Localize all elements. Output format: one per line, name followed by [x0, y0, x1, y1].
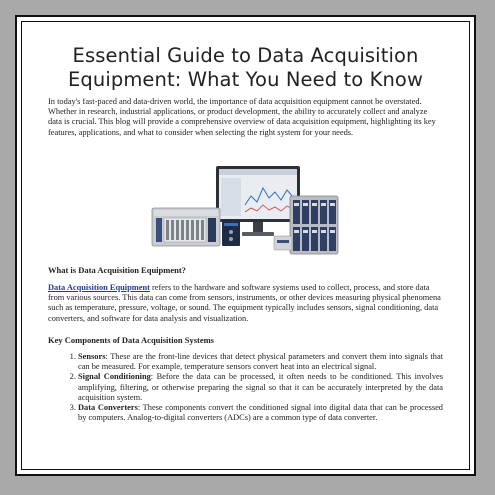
list-item — [78, 403, 443, 423]
component-name: Sensors — [78, 352, 106, 361]
section-heading-components: Key Components of Data Acquisition Systems — [48, 335, 214, 345]
component-text: : These components convert the conditioned signal into digital data that can be processed by computers. Analog-to-digital converters (ADCs) are a common type of data converter. — [78, 403, 443, 423]
section-heading-what-is: What is Data Acquisition Equipment? — [48, 265, 186, 275]
components-list — [48, 352, 443, 423]
article-title — [48, 44, 443, 92]
title-line-1: Essential Guide to Data Acquisition — [72, 44, 419, 67]
data-acquisition-equipment-link[interactable]: Data Acquisition Equipment — [48, 283, 150, 292]
article — [48, 30, 443, 480]
intro-paragraph: In today's fast-paced and data-driven world, the importance of data acquisition equipment cannot be overstated. Whether in research, industrial applications, or product development, the ability to accurately collect and analyze data is crucial. This blog will provide a comprehensive overview of data acquisition equipment, highlighting its key features, applications, and what to consider when selecting the right system for your needs. — [48, 97, 436, 137]
component-text: : Before the data can be processed, it often needs to be conditioned. This involves amplifying, filtering, or otherwise preparing the signal so that it can be accurately interpreted by the data acquisition system. — [78, 372, 443, 402]
list-item — [78, 372, 443, 403]
component-name: Signal Conditioning — [78, 372, 151, 382]
list-item — [78, 352, 443, 372]
section-what-is-text: refers to the hardware and software systems used to collect, process, and store data from various sources. This data can come from sensors, instruments, or other devices measuring physical phenomena such as temperature, pressure, voltage, or sound. The equipment typically includes sensors, signal conditioning, data converters, and software for data analysis and visualization. — [48, 283, 441, 323]
title-line-2: Equipment: What You Need to Know — [67, 68, 424, 91]
component-name: Data Converters — [78, 403, 138, 413]
data-acquisition-equipment-image — [150, 150, 340, 260]
component-text: : These are the front-line devices that detect physical parameters and convert them into signals that can be measured. For example, temperature sensors convert heat into an electrical signal. — [78, 352, 443, 372]
section-what-is-paragraph — [48, 283, 443, 324]
